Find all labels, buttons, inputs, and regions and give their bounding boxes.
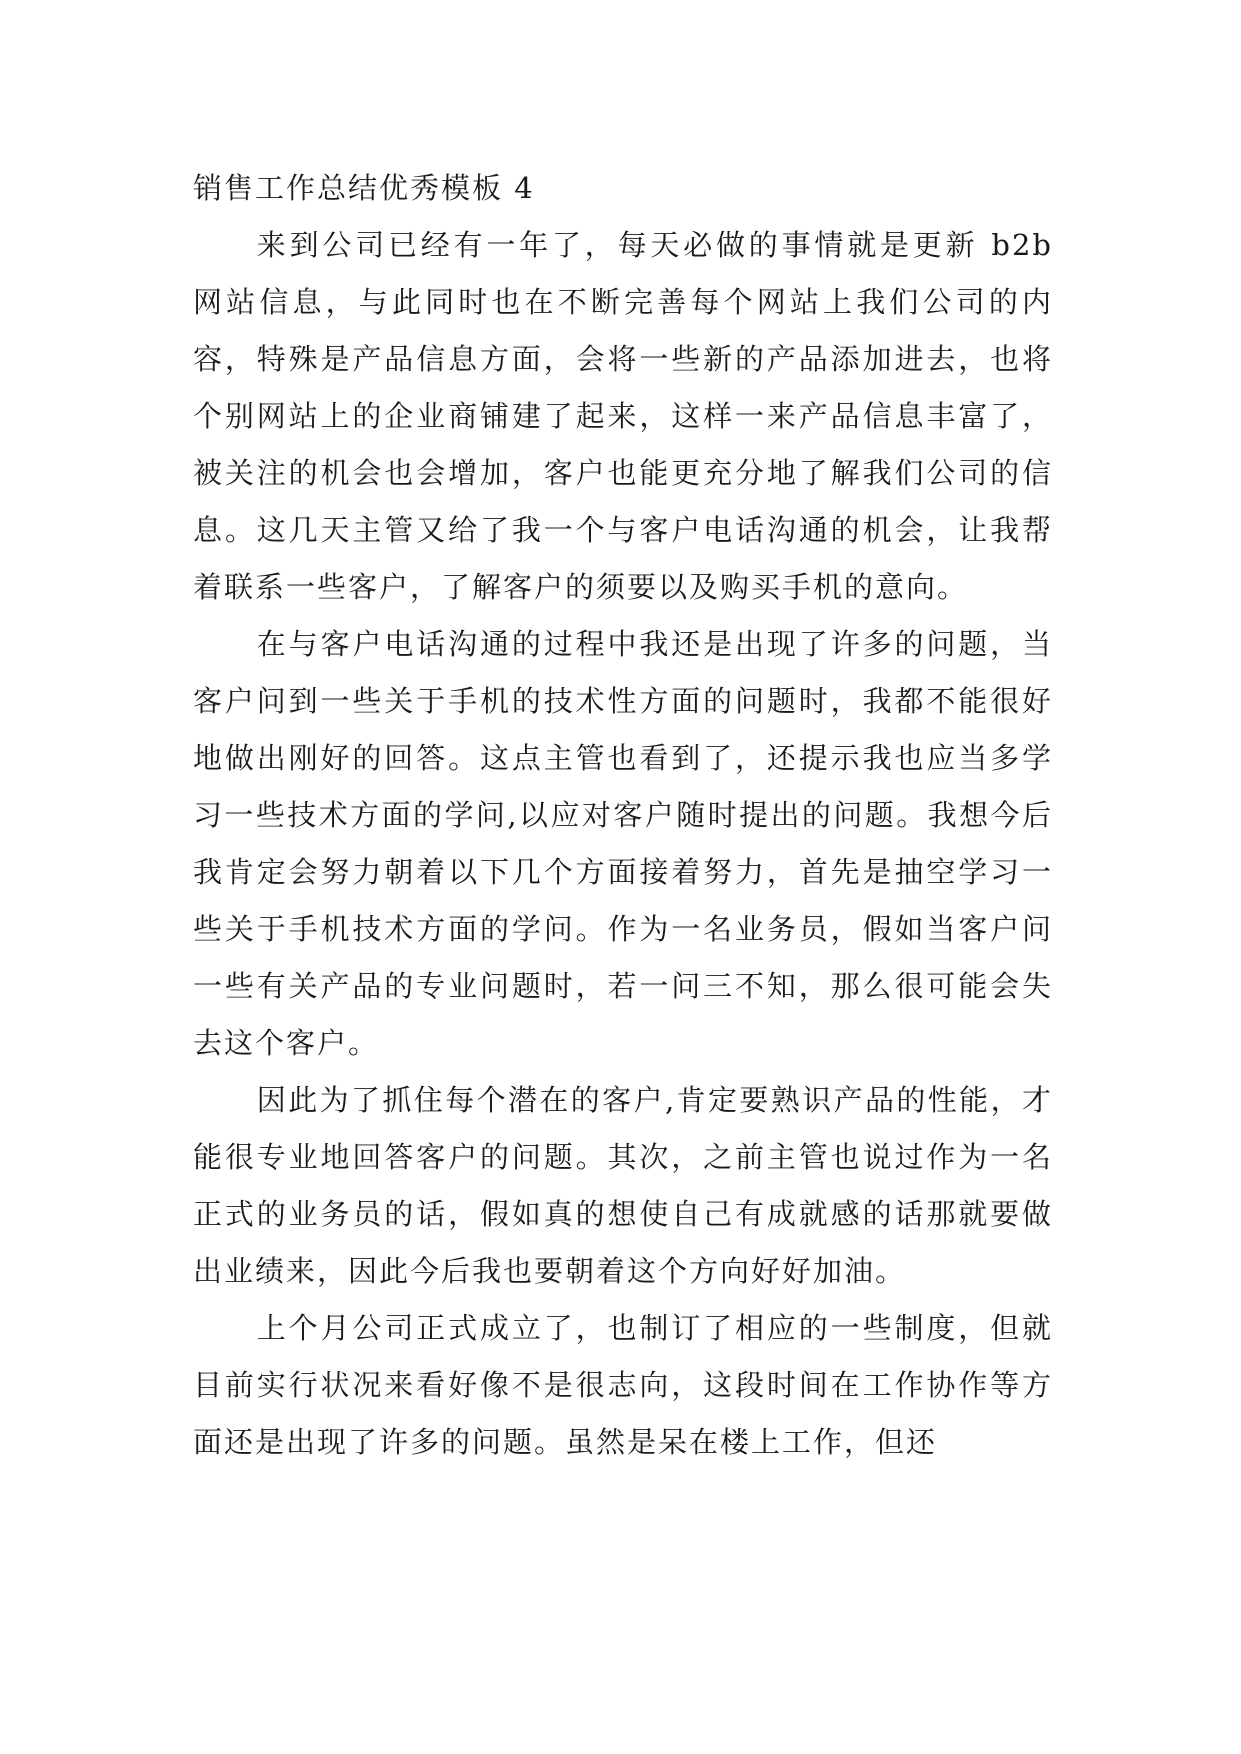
- paragraph: 因此为了抓住每个潜在的客户,肯定要熟识产品的性能，才能很专业地回答客户的问题。其次，之前主管也说过作为一名正式的业务员的话，假如真的想使自己有成就感的话那就要做出业绩来，因此今后我也要朝着这个方向好好加油。: [193, 1083, 1053, 1288]
- paragraph: 在与客户电话沟通的过程中我还是出现了许多的问题，当客户问到一些关于手机的技术性方面的问题时，我都不能很好地做出刚好的回答。这点主管也看到了，还提示我也应当多学习一些技术方面的学问,以应对客户随时提出的问题。我想今后我肯定会努力朝着以下几个方面接着努力，首先是抽空学习一些关于手机技术方面的学问。作为一名业务员，假如当客户问一些有关产品的专业问题时，若一问三不知，那么很可能会失去这个客户。: [193, 627, 1053, 1060]
- paragraph: 上个月公司正式成立了，也制订了相应的一些制度，但就目前实行状况来看好像不是很志向，这段时间在工作协作等方面还是出现了许多的问题。虽然是呆在楼上工作，但还: [193, 1311, 1053, 1459]
- paragraph: 来到公司已经有一年了，每天必做的事情就是更新 b2b 网站信息，与此同时也在不断完善每个网站上我们公司的内容，特殊是产品信息方面，会将一些新的产品添加进去，也将个别网站上的企业商铺建了起来，这样一来产品信息丰富了，被关注的机会也会增加，客户也能更充分地了解我们公司的信息。这几天主管又给了我一个与客户电话沟通的机会，让我帮着联系一些客户，了解客户的须要以及购买手机的意向。: [193, 228, 1053, 604]
- document-body: [193, 160, 1053, 1471]
- document-title: 销售工作总结优秀模板 4: [193, 171, 535, 205]
